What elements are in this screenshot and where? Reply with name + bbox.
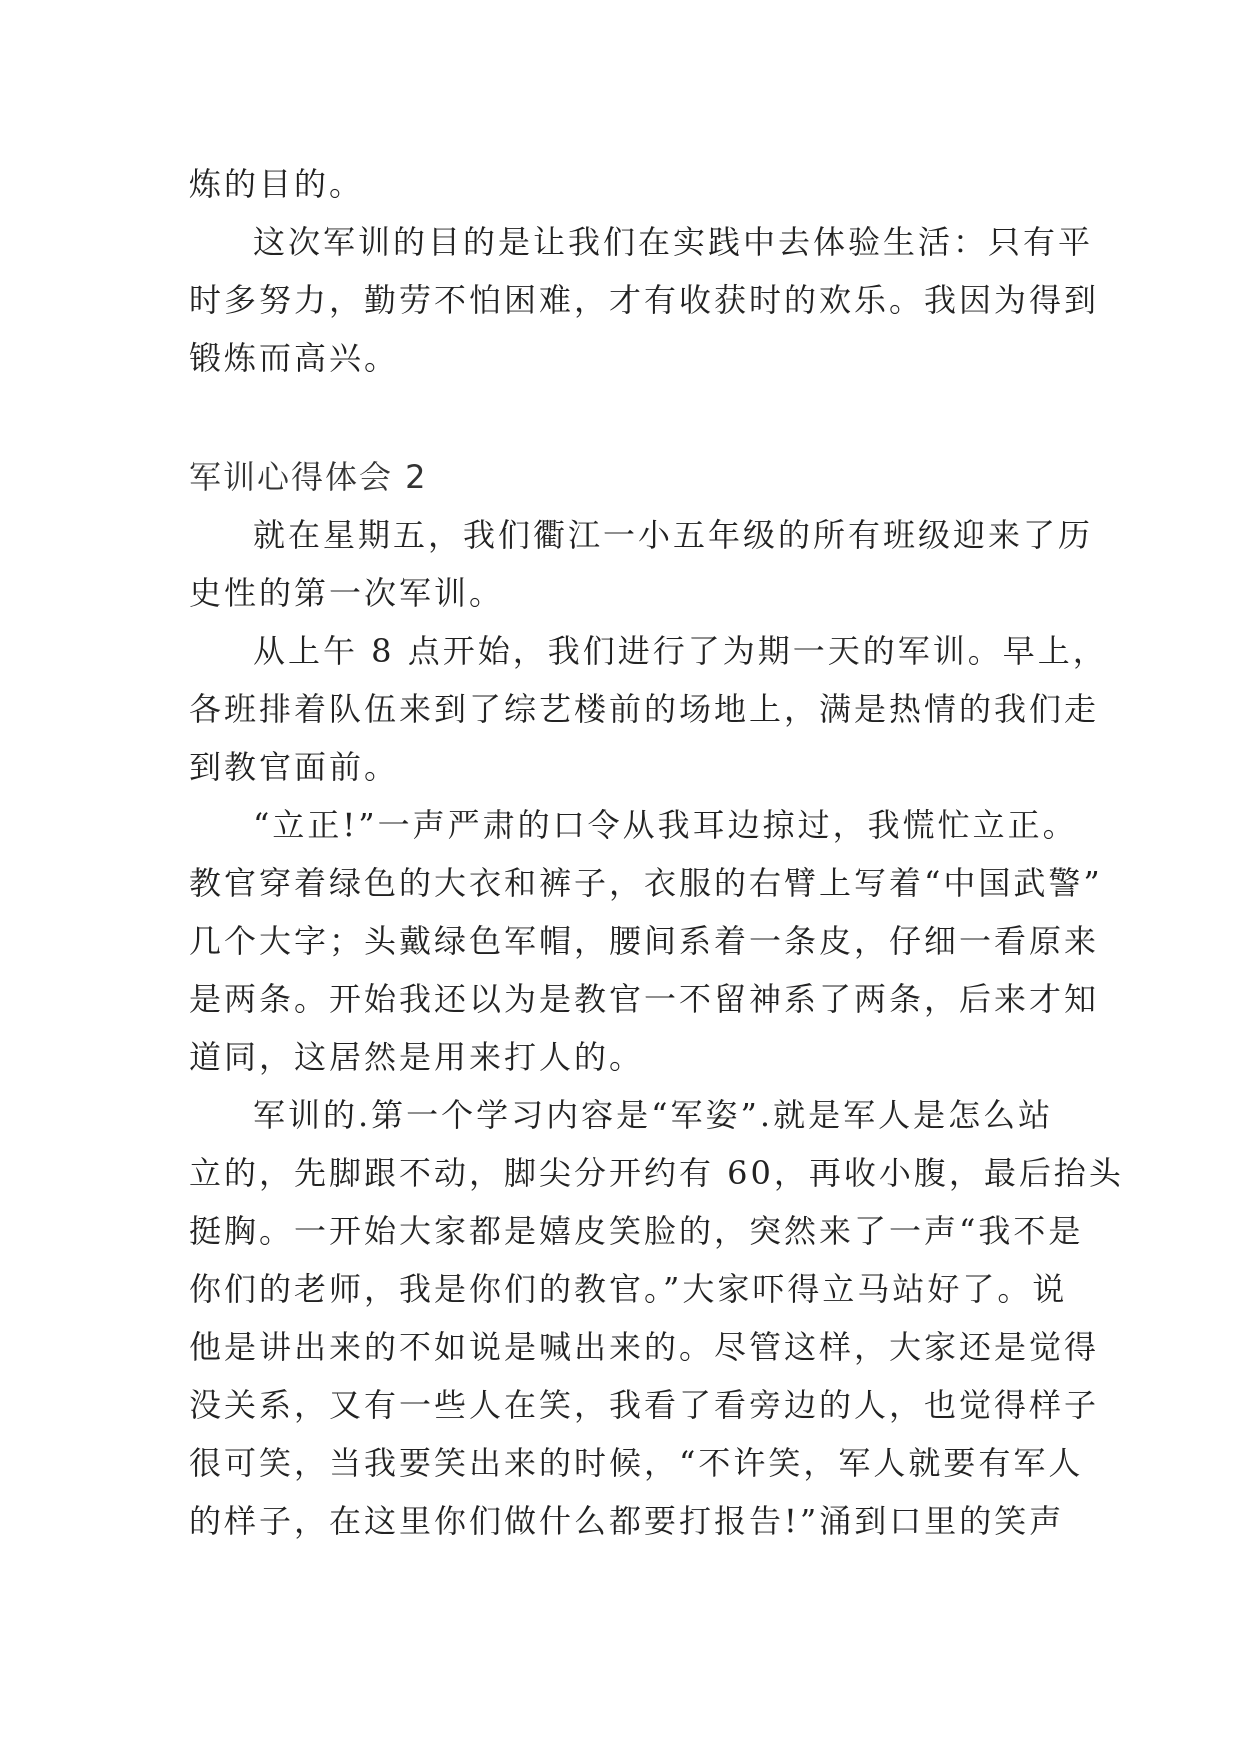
text-line: 锻炼而高兴。 — [189, 339, 400, 377]
text-line: 这次军训的目的是让我们在实践中去体验生活：只有平 — [253, 223, 1094, 261]
text-line: “立正!”一声严肃的口令从我耳边掠过，我慌忙立正。 — [253, 806, 1078, 844]
text-line: 时多努力，勤劳不怕困难，才有收获时的欢乐。我因为得到 — [189, 281, 1100, 319]
text-line: 几个大字；头戴绿色军帽，腰间系着一条皮，仔细一看原来 — [189, 922, 1100, 960]
text-line: 挺胸。一开始大家都是嬉皮笑脸的，突然来了一声“我不是 — [189, 1212, 1084, 1250]
section-heading: 军训心得体会 2 — [189, 458, 428, 496]
text-line: 各班排着队伍来到了综艺楼前的场地上，满是热情的我们走 — [189, 690, 1100, 728]
text-line: 就在星期五，我们衢江一小五年级的所有班级迎来了历 — [253, 516, 1094, 554]
text-line: 是两条。开始我还以为是教官一不留神系了两条，后来才知 — [189, 980, 1100, 1018]
text-line: 史性的第一次军训。 — [189, 574, 505, 612]
text-line: 立的，先脚跟不动，脚尖分开约有 60，再收小腹，最后抬头 — [189, 1154, 1124, 1192]
text-line: 炼的目的。 — [189, 165, 365, 203]
text-line: 的样子，在这里你们做什么都要打报告!”涌到口里的笑声 — [189, 1502, 1065, 1540]
text-line: 军训的.第一个学习内容是“军姿”.就是军人是怎么站 — [253, 1096, 1054, 1134]
text-line: 到教官面前。 — [189, 748, 400, 786]
text-line: 很可笑，当我要笑出来的时候，“不许笑，军人就要有军人 — [189, 1444, 1084, 1482]
text-line: 道同，这居然是用来打人的。 — [189, 1038, 645, 1076]
text-section-top — [189, 155, 1100, 387]
text-section-essay-2 — [189, 448, 1124, 1550]
text-line: 从上午 8 点开始，我们进行了为期一天的军训。早上， — [253, 632, 1108, 670]
text-line: 没关系，又有一些人在笑，我看了看旁边的人，也觉得样子 — [189, 1386, 1100, 1424]
text-line: 你们的老师，我是你们的教官。”大家吓得立马站好了。说 — [189, 1270, 1068, 1308]
text-line: 他是讲出来的不如说是喊出来的。尽管这样，大家还是觉得 — [189, 1328, 1100, 1366]
text-line: 教官穿着绿色的大衣和裤子，衣服的右臂上写着“中国武警” — [189, 864, 1103, 902]
